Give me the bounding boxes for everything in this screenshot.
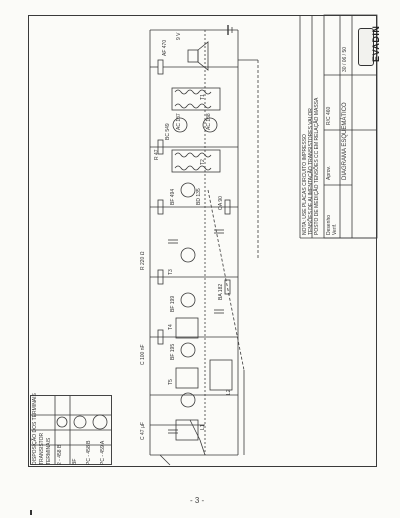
component-label: C 100 nF xyxy=(140,344,146,365)
terminal-legend-row: 2 - 458 B xyxy=(57,444,63,465)
component-label: 9 V xyxy=(176,32,182,40)
title-note: POSTO DE MEDIÇÃO TENSÕES CC EM RELAÇÃO MASSA xyxy=(314,97,320,235)
component-label: BF 199 xyxy=(170,295,176,312)
component-label: BF 494 xyxy=(170,188,176,205)
component-label: AC 188 xyxy=(206,113,212,130)
component-label: C 47 µF xyxy=(140,422,146,440)
terminal-legend-header: DISPOSIÇÃO DOS TERMINAIS xyxy=(32,393,38,465)
title-note: NOTA: USE PLACAS CIRCUITO IMPRESSO xyxy=(302,134,308,235)
title-note: TENSÕES DE ALIMENTAÇÃO TRANSISTORES VALOR xyxy=(308,108,314,235)
component-label: BF 195 xyxy=(170,343,176,360)
component-label: T4 xyxy=(168,324,174,330)
signature-label: Verif. xyxy=(332,223,338,235)
component-label: R 47 xyxy=(154,149,160,160)
brand-logo xyxy=(358,25,381,66)
component-label: T5 xyxy=(168,379,174,385)
component-label: AC 187 xyxy=(176,113,182,130)
terminal-legend-row: PC - 459 A xyxy=(100,440,106,465)
component-label: T2 xyxy=(200,159,206,165)
component-label: AF 470 xyxy=(162,39,168,56)
drawing-date: 30 / 06 / 50 xyxy=(342,46,348,72)
component-label: BC 549 xyxy=(165,123,171,140)
terminal-legend-row: BF xyxy=(72,458,78,465)
terminal-legend-col-2: TERMINAIS xyxy=(46,437,52,465)
brand-name: EVADIN xyxy=(371,25,381,62)
terminal-legend-row: PC - 458 B xyxy=(86,440,92,465)
drawing-model: R/C 460 xyxy=(326,106,332,125)
component-label: T1 xyxy=(200,94,206,100)
component-label: BA 182 xyxy=(218,283,224,300)
component-label: OA 90 xyxy=(218,196,224,210)
terminal-legend-col-1: TRANSISTOR xyxy=(39,432,45,465)
drawing-title: DIAGRAMA ESQUEMÁTICO xyxy=(342,102,348,180)
signature-label: Desenho xyxy=(326,214,332,235)
component-label: BD 135 xyxy=(196,188,202,205)
component-label: T3 xyxy=(168,269,174,275)
page-number: - 3 - xyxy=(190,496,205,505)
component-label: L2 xyxy=(226,389,232,395)
component-label: R 220 Ω xyxy=(140,251,146,270)
signature-label: Aprov. xyxy=(326,165,332,180)
component-label: L1 xyxy=(200,424,206,430)
corner-mark xyxy=(30,510,32,515)
